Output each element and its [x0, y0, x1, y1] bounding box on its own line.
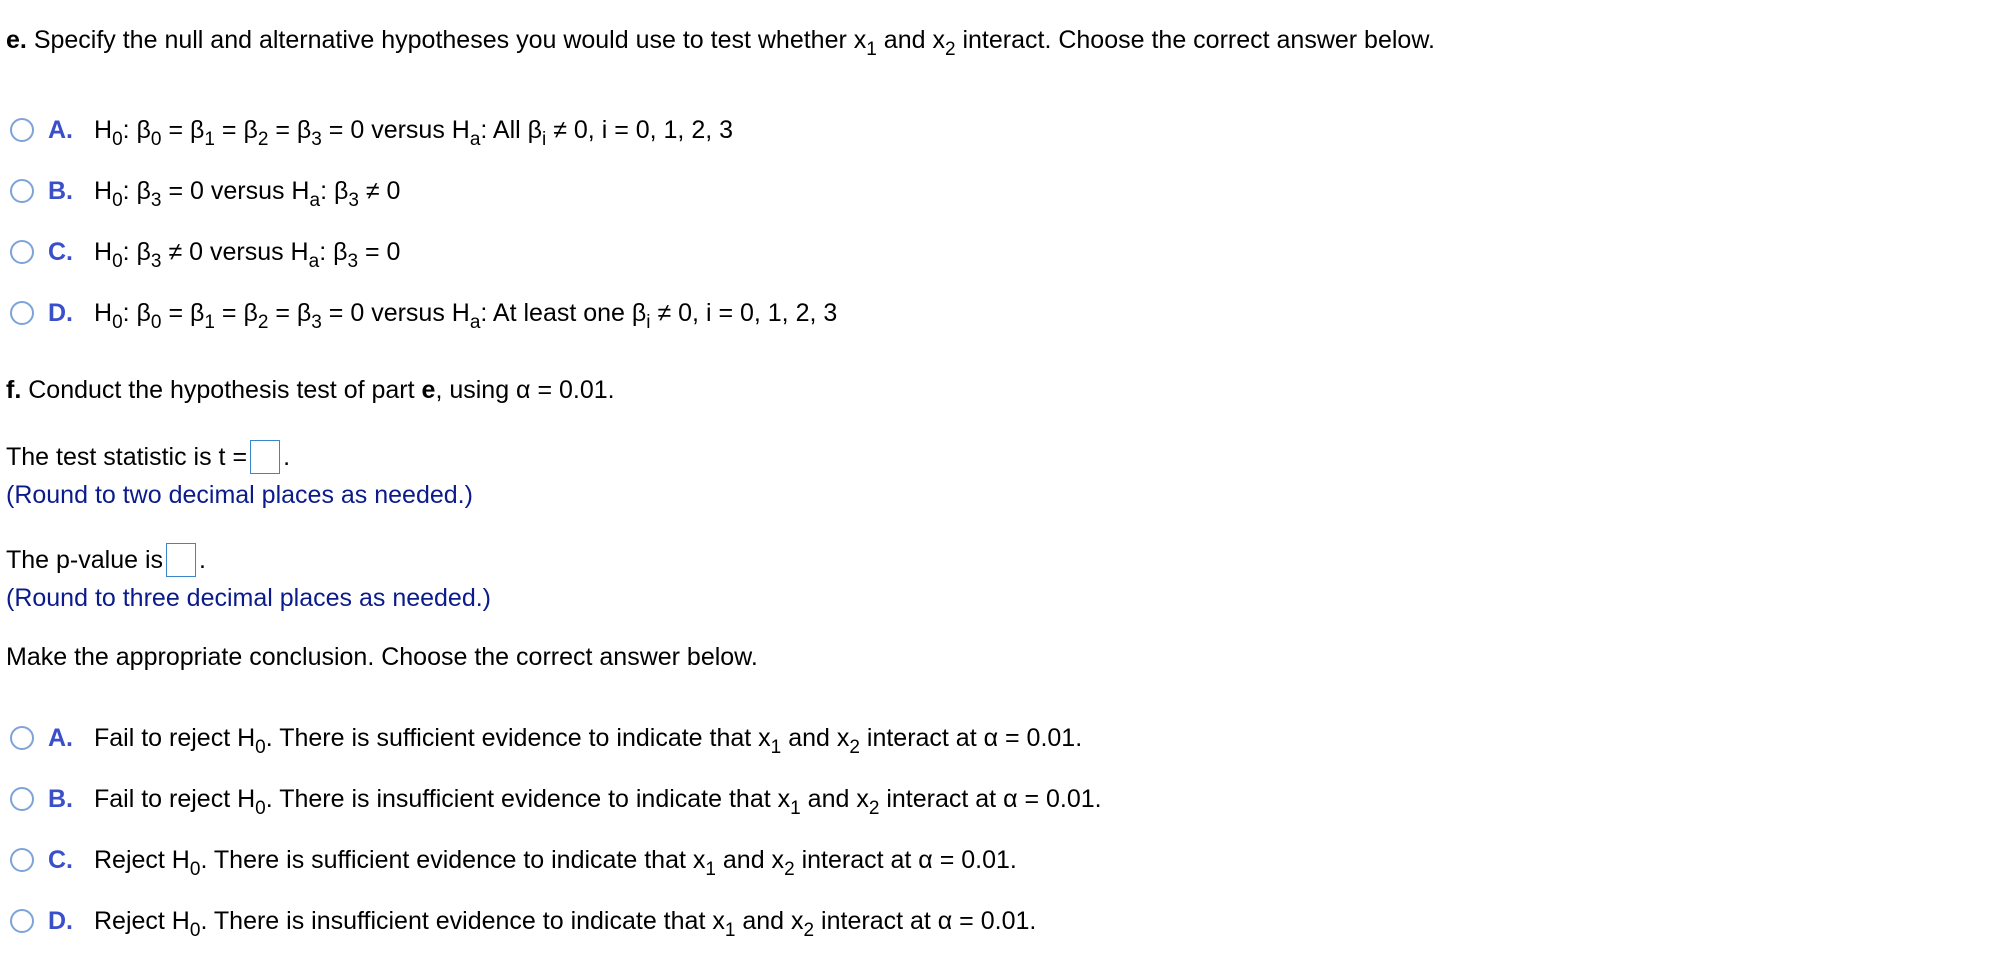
- hypothesis-option-d[interactable]: [10, 293, 837, 333]
- part-e-prompt-2: and x: [876, 26, 945, 54]
- test-statistic-label: The test statistic is t =: [6, 443, 248, 471]
- radio-button-icon[interactable]: [10, 787, 34, 811]
- option-text-segment: : β: [319, 237, 348, 266]
- radio-button-icon[interactable]: [10, 118, 34, 142]
- option-text: [94, 723, 1083, 758]
- subscript: 0: [112, 189, 123, 211]
- subscript: 0: [112, 311, 123, 333]
- part-f-prompt-2: , using α = 0.01.: [435, 376, 615, 404]
- part-e-prompt-3: interact. Choose the correct answer below.: [955, 26, 1435, 54]
- subscript: a: [309, 189, 321, 211]
- hypothesis-option-c[interactable]: [10, 232, 400, 272]
- part-e-label: e.: [6, 26, 27, 54]
- option-text-segment: and x: [715, 845, 785, 874]
- part-f-prompt-1: Conduct the hypothesis test of part: [28, 376, 422, 404]
- part-e-question: [6, 24, 1435, 60]
- subscript: 0: [150, 311, 162, 333]
- option-text-segment: Fail to reject H: [94, 723, 256, 752]
- radio-button-icon[interactable]: [10, 301, 34, 325]
- option-text-segment: and x: [781, 723, 850, 752]
- option-letter: D.: [48, 298, 73, 327]
- hypothesis-option-a[interactable]: [10, 110, 733, 150]
- option-text-segment: interact at α = 0.01.: [814, 906, 1037, 935]
- option-text: [94, 298, 838, 333]
- radio-button-icon[interactable]: [10, 240, 34, 264]
- subscript: 2: [803, 919, 815, 941]
- option-text: [94, 845, 1017, 880]
- option-text-segment: ≠ 0, i = 0, 1, 2, 3: [650, 298, 838, 327]
- option-text-segment: H: [94, 176, 113, 205]
- option-letter: C.: [48, 237, 73, 266]
- subscript: 0: [112, 128, 123, 150]
- option-text: [94, 115, 734, 150]
- option-text-segment: Reject H: [94, 845, 190, 874]
- option-text: [94, 906, 1037, 941]
- subscript: 2: [257, 128, 269, 150]
- hypothesis-option-b[interactable]: [10, 171, 400, 211]
- option-text-segment: = β: [161, 115, 205, 144]
- subscript: 2: [257, 311, 269, 333]
- option-text-segment: : β: [122, 298, 151, 327]
- subscript: 0: [255, 736, 266, 758]
- subscript: 2: [784, 858, 795, 880]
- radio-button-icon[interactable]: [10, 726, 34, 750]
- option-text-segment: = β: [268, 115, 312, 144]
- part-e-sub-1: 1: [866, 39, 877, 60]
- option-text-segment: = β: [161, 298, 205, 327]
- option-text-segment: : β: [122, 237, 151, 266]
- subscript: 1: [790, 797, 801, 819]
- option-text-segment: ≠ 0: [358, 176, 401, 205]
- option-text: [94, 237, 401, 272]
- subscript: 0: [189, 919, 201, 941]
- subscript: i: [542, 128, 547, 150]
- option-text-segment: . There is insufficient evidence to indicate that x: [200, 906, 725, 935]
- conclusion-option-b[interactable]: [10, 779, 1102, 819]
- subscript: 1: [204, 128, 215, 150]
- option-letter: C.: [48, 845, 73, 874]
- p-value-hint: (Round to three decimal places as needed.): [6, 584, 492, 612]
- option-text-segment: interact at α = 0.01.: [859, 723, 1083, 752]
- option-text-segment: H: [94, 115, 113, 144]
- option-text-segment: = 0 versus H: [321, 115, 470, 144]
- radio-button-icon[interactable]: [10, 848, 34, 872]
- subscript: 1: [204, 311, 215, 333]
- conclusion-option-a[interactable]: [10, 718, 1082, 758]
- subscript: i: [646, 311, 651, 333]
- option-text-segment: . There is insufficient evidence to indicate that x: [265, 784, 791, 813]
- part-f-question: [6, 374, 615, 406]
- option-letter: B.: [48, 176, 73, 205]
- subscript: 2: [868, 797, 880, 819]
- test-statistic-input[interactable]: [250, 440, 280, 474]
- subscript: 2: [849, 736, 860, 758]
- subscript: 0: [150, 128, 162, 150]
- option-text-segment: interact at α = 0.01.: [879, 784, 1102, 813]
- p-value-label: The p-value is: [6, 546, 164, 574]
- subscript: 3: [311, 311, 322, 333]
- option-text-segment: : β: [122, 176, 151, 205]
- p-value-row: [6, 543, 206, 577]
- subscript: 3: [150, 189, 162, 211]
- option-text-segment: = β: [214, 115, 258, 144]
- subscript: 3: [311, 128, 322, 150]
- option-letter: A.: [48, 723, 73, 752]
- option-text-segment: = β: [268, 298, 312, 327]
- conclusion-option-c[interactable]: [10, 840, 1017, 880]
- subscript: 0: [255, 797, 266, 819]
- option-text-segment: and x: [800, 784, 869, 813]
- option-text-segment: . There is sufficient evidence to indicate that x: [200, 845, 706, 874]
- option-text-segment: : At least one β: [480, 298, 647, 327]
- part-f-label: f.: [6, 376, 22, 404]
- subscript: 0: [189, 858, 201, 880]
- option-text-segment: Reject H: [94, 906, 190, 935]
- part-f-prompt-bold: e: [421, 376, 436, 404]
- radio-button-icon[interactable]: [10, 179, 34, 203]
- option-text-segment: = β: [214, 298, 258, 327]
- subscript: a: [469, 311, 481, 333]
- subscript: 0: [112, 250, 123, 272]
- period: .: [283, 443, 291, 471]
- subscript: a: [308, 250, 320, 272]
- conclusion-option-d[interactable]: [10, 901, 1036, 941]
- period: .: [199, 546, 206, 574]
- option-text-segment: ≠ 0, i = 0, 1, 2, 3: [546, 115, 734, 144]
- radio-button-icon[interactable]: [10, 909, 34, 933]
- option-text-segment: = 0: [358, 237, 401, 266]
- subscript: a: [469, 128, 481, 150]
- part-e-sub-2: 2: [944, 39, 956, 60]
- option-text-segment: : All β: [480, 115, 543, 144]
- part-e-prompt-1: Specify the null and alternative hypotheses you would use to test whether x: [33, 26, 867, 54]
- test-statistic-row: [6, 440, 290, 474]
- option-text-segment: interact at α = 0.01.: [794, 845, 1017, 874]
- subscript: 3: [348, 189, 359, 211]
- subscript: 3: [150, 250, 162, 272]
- option-text-segment: ≠ 0 versus H: [161, 237, 309, 266]
- subscript: 1: [770, 736, 782, 758]
- option-text-segment: . There is sufficient evidence to indicate that x: [265, 723, 771, 752]
- option-text-segment: : β: [122, 115, 151, 144]
- subscript: 1: [705, 858, 716, 880]
- subscript: 3: [347, 250, 359, 272]
- test-statistic-hint: (Round to two decimal places as needed.): [6, 481, 473, 509]
- conclusion-prompt: Make the appropriate conclusion. Choose the correct answer below.: [6, 643, 758, 671]
- option-letter: D.: [48, 906, 73, 935]
- option-text-segment: H: [94, 237, 113, 266]
- option-text-segment: and x: [735, 906, 804, 935]
- option-text-segment: = 0 versus H: [321, 298, 470, 327]
- option-text: [94, 784, 1102, 819]
- subscript: 1: [724, 919, 736, 941]
- option-text: [94, 176, 401, 211]
- option-text-segment: H: [94, 298, 113, 327]
- option-text-segment: : β: [320, 176, 349, 205]
- p-value-input[interactable]: [166, 543, 196, 577]
- option-letter: B.: [48, 784, 73, 813]
- option-text-segment: Fail to reject H: [94, 784, 256, 813]
- option-text-segment: = 0 versus H: [161, 176, 310, 205]
- option-letter: A.: [48, 115, 73, 144]
